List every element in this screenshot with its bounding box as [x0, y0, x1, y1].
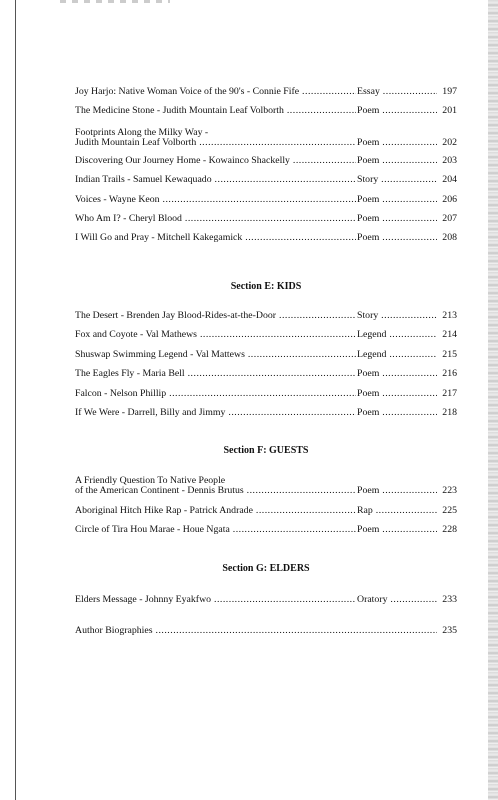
entry-title: Judith Mountain Leaf Volborth ..... — [75, 137, 356, 148]
entry-title: Discovering Our Journey Home - Kowainco Shackelly ..... — [75, 155, 356, 166]
entry-title: Circle of Tira Hou Marae - Houe Ngata ..... — [75, 524, 356, 535]
entry-page: 213 — [437, 310, 457, 321]
entry-page: 228 — [437, 524, 457, 535]
entry-genre: Poem ..... — [357, 232, 437, 243]
entry-title: Fox and Coyote - Val Mathews ..... — [75, 329, 356, 340]
entry-page: 202 — [437, 137, 457, 148]
entry-title: Joy Harjo: Native Woman Voice of the 90's - Connie Fife ..... — [75, 86, 356, 97]
section-heading-kids: Section E: KIDS — [230, 281, 302, 292]
entry-page: 225 — [437, 505, 457, 516]
entry-title: The Medicine Stone - Judith Mountain Leaf Volborth ..... — [75, 105, 356, 116]
entry-title: Indian Trails - Samuel Kewaquado ..... — [75, 174, 356, 185]
entry-page: 233 — [437, 594, 457, 605]
entry-page: 215 — [437, 349, 457, 360]
entry-genre: Poem ..... — [357, 137, 437, 148]
entry-page: 197 — [437, 86, 457, 97]
entry-page: 206 — [437, 194, 457, 205]
entry-genre: Essay ..... — [357, 86, 437, 97]
entry-title: Elders Message - Johnny Eyakfwo ..... — [75, 594, 356, 605]
entry-genre: Poem ..... — [357, 388, 437, 399]
entry-genre: Story ..... — [357, 174, 437, 185]
entry-genre: Poem ..... — [357, 105, 437, 116]
entry-genre: Poem ..... — [357, 485, 437, 496]
entry-genre: Rap ..... — [357, 505, 437, 516]
entry-title: I Will Go and Pray - Mitchell Kakegamick ..... — [75, 232, 356, 243]
entry-title: Aboriginal Hitch Hike Rap - Patrick Andrade ..... — [75, 505, 356, 516]
entry-title: Falcon - Nelson Phillip ..... — [75, 388, 356, 399]
page-right-edge-shadow — [488, 0, 498, 800]
entry-page: 201 — [437, 105, 457, 116]
entry-title: The Desert - Brenden Jay Blood-Rides-at-the-Door ..... — [75, 310, 356, 321]
entry-page: 223 — [437, 485, 457, 496]
entry-genre: Poem ..... — [357, 368, 437, 379]
entry-genre: Poem ..... — [357, 524, 437, 535]
entry-page: 207 — [437, 213, 457, 224]
entry-genre: Legend ..... — [357, 349, 437, 360]
entry-page: 216 — [437, 368, 457, 379]
entry-page: 204 — [437, 174, 457, 185]
entry-page: 203 — [437, 155, 457, 166]
entry-title: Who Am I? - Cheryl Blood ..... — [75, 213, 356, 224]
entry-page: 208 — [437, 232, 457, 243]
entry-title: Voices - Wayne Keon ..... — [75, 194, 356, 205]
entry-page: 218 — [437, 407, 457, 418]
entry-genre: Poem ..... — [357, 194, 437, 205]
scan-top-marks — [60, 0, 170, 3]
entry-title-line1: Footprints Along the Milky Way - — [75, 127, 209, 138]
entry-genre: Poem ..... — [357, 213, 437, 224]
page-binding-edge — [15, 0, 16, 800]
entry-title: Shuswap Swimming Legend - Val Mattews ..... — [75, 349, 356, 360]
entry-page: 214 — [437, 329, 457, 340]
entry-genre: Poem ..... — [357, 155, 437, 166]
entry-title: Author Biographies ..... — [75, 625, 437, 636]
entry-genre: Story ..... — [357, 310, 437, 321]
entry-genre: Poem ..... — [357, 407, 437, 418]
section-heading-guests: Section F: GUESTS — [223, 445, 309, 456]
entry-genre: Legend ..... — [357, 329, 437, 340]
entry-page: 217 — [437, 388, 457, 399]
entry-title: The Eagles Fly - Maria Bell ..... — [75, 368, 356, 379]
section-heading-elders: Section G: ELDERS — [222, 563, 310, 574]
entry-page: 235 — [437, 625, 457, 636]
entry-title-line1: A Friendly Question To Native People — [75, 475, 226, 486]
entry-title: If We Were - Darrell, Billy and Jimmy ..... — [75, 407, 356, 418]
entry-title: of the American Continent - Dennis Brutus ..... — [75, 485, 356, 496]
entry-genre: Oratory ..... — [357, 594, 437, 605]
